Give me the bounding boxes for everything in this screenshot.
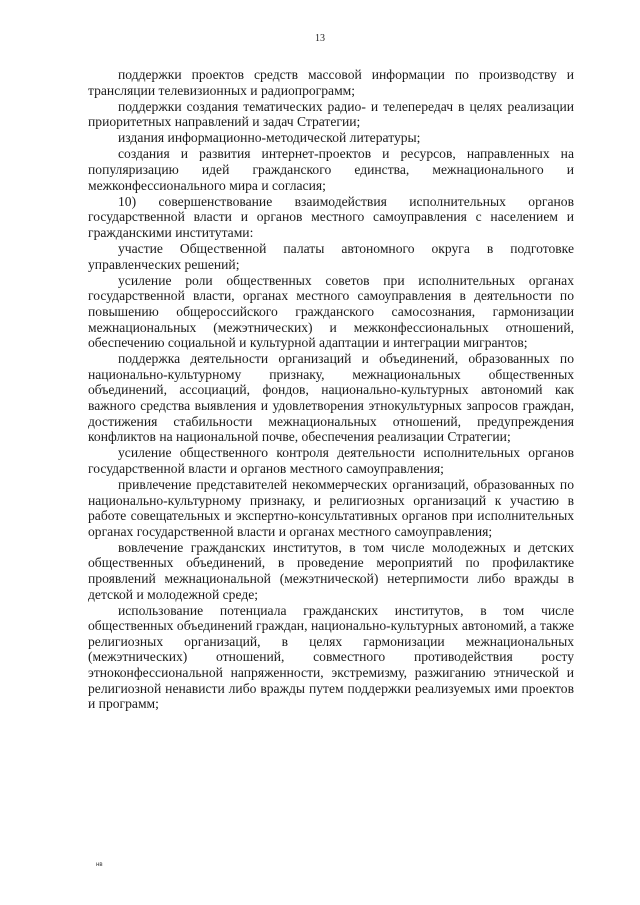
paragraph-6: участие Общественной палаты автономного округа в подготовке управленческих решений;	[88, 241, 574, 272]
paragraph-4: создания и развития интернет-проектов и ресурсов, направленных на популяризацию идей гражданского единства, межнационального и межконфессионального мира и согласия;	[88, 146, 574, 193]
page-number: 13	[315, 33, 325, 44]
document-body	[88, 67, 574, 712]
paragraph-5: 10) совершенствование взаимодействия исполнительных органов государственной власти и органов местного самоуправления с населением и гражданскими институтами:	[88, 193, 574, 240]
paragraph-11: вовлечение гражданских институтов, в том числе молодежных и детских общественных объединений, в проведение мероприятий по профилактике проявлений межнациональной (межэтнической) нетерпимости либо вражды в детской и молодежной среде;	[88, 539, 574, 602]
paragraph-8: поддержка деятельности организаций и объединений, образованных по национально-культурному признаку, межнациональных общественных объединений, ассоциаций, фондов, национально-культурных автономий как важного средства выявления и удовлетворения этнокультурных запросов граждан, достижения стабильности межнациональных отношений, предупреждения конфликтов на национальной почве, обеспечения реализации Стратегии;	[88, 351, 574, 445]
paragraph-3: издания информационно-методической литературы;	[118, 130, 421, 146]
paragraph-2: поддержки создания тематических радио- и телепередач в целях реализации приоритетных направлений и задач Стратегии;	[88, 98, 574, 130]
paragraph-12: использование потенциала гражданских институтов, в том числе общественных объединений граждан, национально-культурных автономий, а также религиозных организаций, в целях гармонизации межнациональных (межэтнических) отношений, совместного противодействия росту этноконфессиональной напряженности, экстремизму, разжиганию этнической и религиозной ненависти либо вражды путем поддержки реализуемых ими проектов и программ;	[88, 602, 574, 712]
paragraph-10: привлечение представителей некоммерческих организаций, образованных по национально-культурному признаку, и религиозных организаций к участию в работе совещательных и экспертно-консультативных органов при исполнительных органах государственной власти и органах местного самоуправления;	[88, 476, 574, 539]
footer-initials: нв	[96, 862, 103, 868]
paragraph-7: усиление роли общественных советов при исполнительных органах государственной власти, органах местного самоуправления в деятельности по повышению общероссийского гражданского самосознания, гармонизации межнациональных (межэтнических) и межконфессиональных отношений, обеспечению социальной и культурной адаптации и интеграции мигрантов;	[88, 272, 574, 351]
paragraph-9: усиление общественного контроля деятельности исполнительных органов государственной власти и органов местного самоуправления;	[88, 445, 574, 476]
paragraph-1: поддержки проектов средств массовой информации по производству и трансляции телевизионных и радиопрограмм;	[88, 67, 574, 98]
